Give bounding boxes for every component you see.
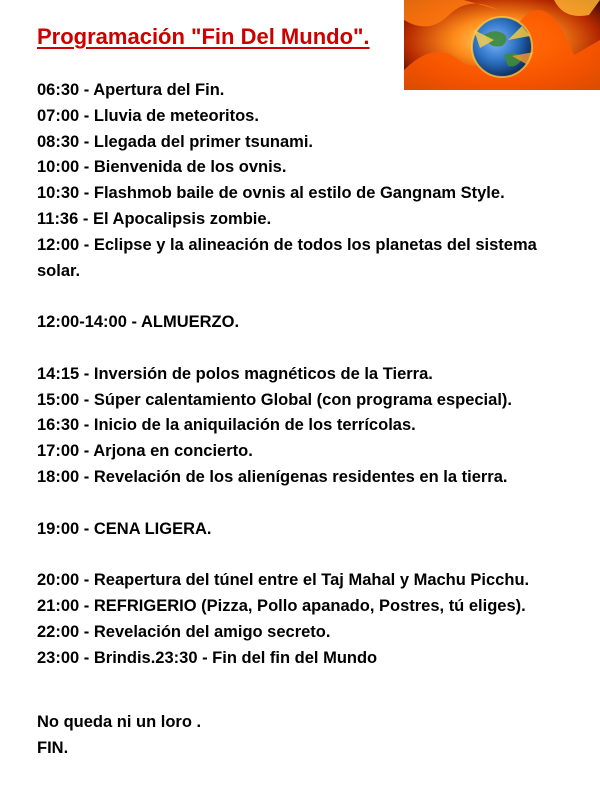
schedule-item: 12:00 - Eclipse y la alineación de todos los planetas del sistema solar. bbox=[37, 235, 542, 280]
spacer bbox=[37, 542, 577, 568]
schedule-item: 10:30 - Flashmob baile de ovnis al estilo de Gangnam Style. bbox=[37, 184, 505, 203]
schedule-item: 23:00 - Brindis.23:30 - Fin del fin del Mundo bbox=[37, 648, 378, 667]
footer-text bbox=[37, 710, 201, 762]
earth-exploding-icon bbox=[404, 0, 600, 90]
schedule-item: 06:30 - Apertura del Fin. bbox=[37, 81, 225, 99]
schedule-item: 08:30 - Llegada del primer tsunami. bbox=[37, 132, 314, 151]
schedule-item: 17:00 - Arjona en concierto. bbox=[37, 442, 253, 461]
schedule-item: 15:00 - Súper calentamiento Global (con programa especial). bbox=[37, 390, 512, 409]
schedule-item: 10:00 - Bienvenida de los ovnis. bbox=[37, 158, 287, 177]
schedule-item: 20:00 - Reapertura del túnel entre el Taj Mahal y Machu Picchu. bbox=[37, 571, 530, 590]
schedule-item: 12:00-14:00 - ALMUERZO. bbox=[37, 313, 240, 332]
spacer bbox=[37, 284, 577, 310]
schedule-item: 07:00 - Lluvia de meteoritos. bbox=[37, 106, 259, 125]
footer-line: No queda ni un loro . bbox=[37, 713, 202, 731]
schedule-item: 11:36 - El Apocalipsis zombie. bbox=[37, 209, 272, 228]
schedule-item: 21:00 - REFRIGERIO (Pizza, Pollo apanado, Postres, tú eliges). bbox=[37, 596, 526, 615]
schedule-item: 14:15 - Inversión de polos magnéticos de la Tierra. bbox=[37, 364, 433, 383]
schedule-item: 19:00 - CENA LIGERA. bbox=[37, 519, 212, 538]
schedule-list bbox=[37, 78, 577, 671]
footer-line: FIN. bbox=[37, 738, 69, 757]
schedule-item: 22:00 - Revelación del amigo secreto. bbox=[37, 622, 331, 641]
spacer bbox=[37, 491, 577, 517]
page-title: Programación "Fin Del Mundo". bbox=[37, 24, 370, 49]
schedule-item: 18:00 - Revelación de los alienígenas residentes en la tierra. bbox=[37, 467, 508, 486]
schedule-item: 16:30 - Inicio de la aniquilación de los terrícolas. bbox=[37, 416, 416, 435]
spacer bbox=[37, 336, 577, 362]
